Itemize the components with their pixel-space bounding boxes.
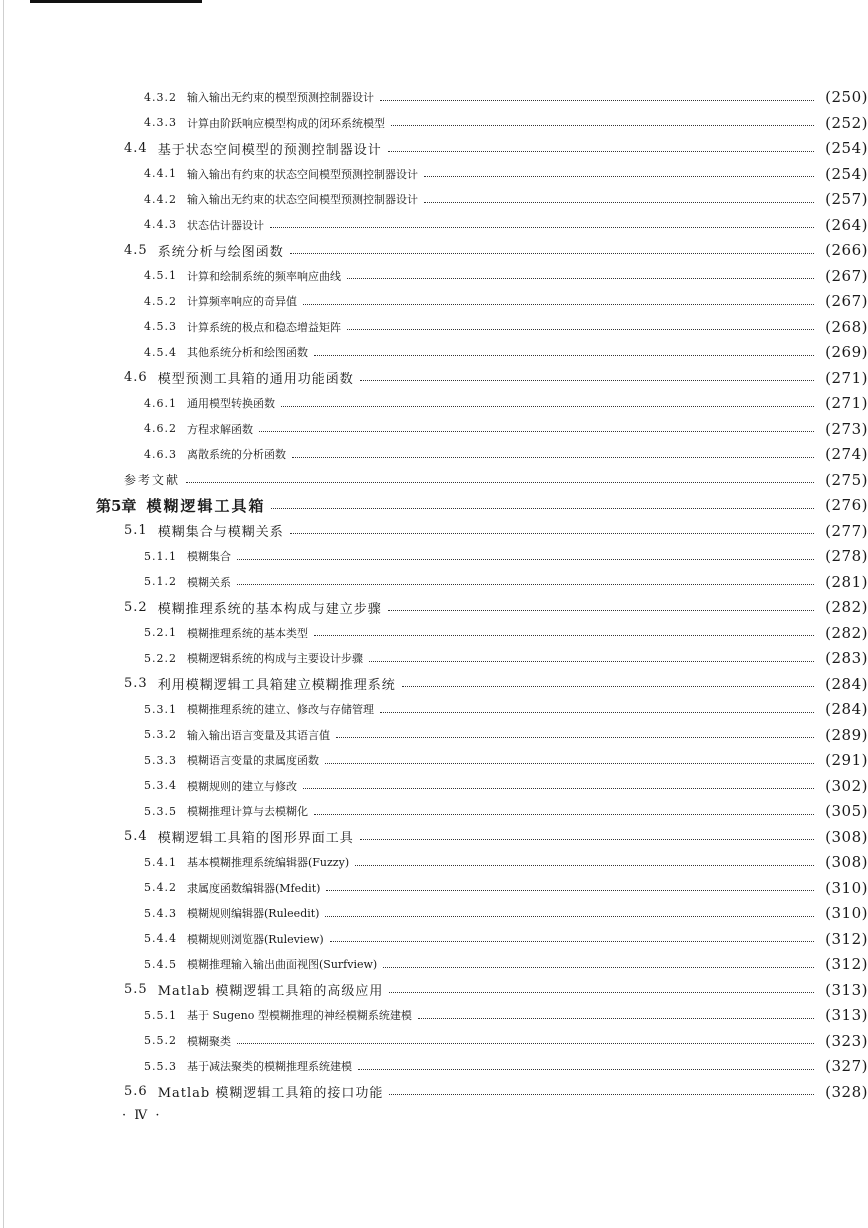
toc-entry [0, 367, 868, 389]
toc-entry-title: 模糊集合与模糊关系 [157, 525, 284, 540]
toc-dot-leader [186, 482, 814, 483]
toc-entry-title: 模糊集合 [187, 550, 231, 563]
toc-entry-number: 4.3.3 [144, 116, 177, 129]
toc-entry-number: 4.5 [124, 242, 148, 258]
toc-dot-leader [325, 763, 814, 764]
toc-entry-number: 5.1.2 [144, 575, 177, 588]
toc-entry-title: 模糊规则浏览器(Ruleview) [187, 932, 324, 946]
toc-entry [0, 137, 868, 159]
toc-entry-number: 5.3.5 [144, 804, 177, 818]
toc-entry-number: 5.4 [124, 829, 148, 844]
toc-entry-page: (254) [825, 164, 868, 183]
toc-dot-leader [237, 559, 814, 560]
toc-entry-number: 4.3.2 [144, 90, 177, 104]
toc-entry-title: 通用模型转换函数 [187, 397, 275, 410]
toc-entry-title: 利用模糊逻辑工具箱建立模糊推理系统 [157, 678, 396, 693]
toc-entry-number: 5.5 [124, 982, 148, 997]
toc-dot-leader [347, 278, 814, 279]
toc-entry-title: 输入输出语言变量及其语言值 [187, 728, 330, 742]
toc-entry-title: 计算系统的极点和稳态增益矩阵 [187, 320, 341, 334]
toc-entry-title: 模糊规则编辑器(Ruleedit) [187, 907, 320, 920]
toc-dot-leader [424, 202, 814, 203]
toc-entry [0, 877, 868, 899]
toc-entry [0, 163, 868, 185]
toc-entry-title: 基于状态空间模型的预测控制器设计 [157, 142, 382, 158]
toc-entry-page: (274) [825, 445, 868, 463]
toc-dot-leader [389, 992, 814, 993]
toc-entry-page: (310) [825, 878, 868, 897]
toc-entry [0, 571, 868, 593]
toc-entry-page: (313) [825, 980, 868, 999]
toc-entry-title: 计算频率响应的奇异值 [187, 295, 297, 308]
toc-entry-page: (283) [825, 649, 868, 667]
toc-entry [0, 775, 868, 797]
toc-entry-title: 基本模糊推理系统编辑器(Fuzzy) [187, 856, 350, 869]
toc-dot-leader [391, 125, 814, 126]
toc-entry-title: 隶属度函数编辑器(Mfedit) [187, 881, 321, 895]
toc-dot-leader [360, 380, 814, 381]
toc-entry-page: (308) [825, 827, 868, 846]
toc-dot-leader [369, 661, 814, 662]
toc-entry [0, 724, 868, 746]
toc-entry [0, 316, 868, 338]
toc-entry [0, 392, 868, 414]
toc-entry-number: 4.4.1 [144, 167, 177, 180]
toc-entry-number: 5.1 [124, 523, 148, 538]
toc-entry-number: 5.4.2 [144, 881, 177, 894]
toc-entry-page: (305) [825, 802, 868, 820]
toc-entry-title: 参考文献 [124, 473, 181, 487]
toc-entry-number: 4.5.2 [144, 294, 177, 308]
toc-entry-number: 4.6.2 [144, 422, 177, 435]
toc-entry [0, 826, 868, 848]
toc-entry-number: 5.3.4 [144, 779, 177, 792]
toc-entry-number: 5.1.1 [144, 549, 177, 563]
toc-dot-leader [314, 355, 814, 356]
toc-dot-leader [347, 329, 814, 330]
toc-dot-leader [380, 100, 814, 101]
toc-entry-title: Matlab 模糊逻辑工具箱的高级应用 [157, 984, 384, 999]
toc-entry-number: 5.2 [124, 599, 148, 615]
toc-entry-title: 方程求解函数 [187, 422, 253, 436]
toc-dot-leader [303, 788, 814, 789]
toc-entry-title: 计算由阶跃响应模型构成的闭环系统模型 [187, 116, 385, 130]
toc-entry-page: (308) [825, 853, 868, 871]
toc-entry-page: (267) [825, 266, 868, 285]
toc-entry-page: (291) [825, 751, 868, 769]
toc-entry-title: 模糊规则的建立与修改 [187, 779, 297, 793]
toc-entry-number: 5.5.1 [144, 1008, 177, 1022]
toc-entry [0, 1004, 868, 1026]
toc-entry-number: 5.4.3 [144, 906, 177, 920]
toc-dot-leader [358, 1069, 814, 1070]
toc-entry-title: 基于 Sugeno 型模糊推理的神经模糊系统建模 [187, 1009, 412, 1022]
toc-entry [0, 494, 868, 516]
toc-entry-title: 模糊推理系统的基本类型 [187, 626, 308, 640]
toc-entry [0, 673, 868, 695]
toc-entry [0, 341, 868, 363]
toc-entry-page: (284) [825, 700, 868, 718]
toc-entry-title: 模糊逻辑工具箱的图形界面工具 [157, 831, 354, 846]
toc-dot-leader [281, 406, 814, 407]
toc-entry-title: 输入输出无约束的模型预测控制器设计 [187, 91, 374, 104]
toc-entry-page: (327) [825, 1057, 868, 1075]
toc-entry [0, 418, 868, 440]
toc-entry-page: (282) [825, 623, 868, 642]
toc-entry-number: 5.4.1 [144, 855, 177, 869]
toc-dot-leader [237, 1043, 814, 1044]
toc-entry-title: 模糊推理计算与去模糊化 [187, 805, 308, 818]
toc-entry-number: 4.4.3 [144, 218, 177, 231]
toc-entry [0, 749, 868, 771]
toc-entry-number: 4.4.2 [144, 192, 177, 206]
toc-entry-number: 5.6 [124, 1084, 148, 1099]
toc-dot-leader [314, 635, 814, 636]
toc-entry-title: 系统分析与绘图函数 [157, 244, 284, 260]
toc-entry [0, 86, 868, 108]
toc-entry-page: (271) [825, 394, 868, 412]
toc-entry-page: (252) [825, 113, 868, 132]
toc-entry-number: 5.2.1 [144, 626, 177, 639]
toc-entry-title: 模糊推理系统的建立、修改与存储管理 [187, 703, 374, 716]
toc-entry-title: 输入输出无约束的状态空间模型预测控制器设计 [187, 193, 418, 206]
toc-entry-page: (257) [825, 190, 868, 208]
page-number-marker: · Ⅳ · [122, 1108, 162, 1123]
toc-entry-page: (302) [825, 776, 868, 795]
toc-entry-page: (278) [825, 547, 868, 565]
toc-entry-number: 5.3.1 [144, 702, 177, 716]
toc-entry-title: 状态估计器设计 [187, 218, 264, 232]
toc-entry-title: 基于减法聚类的模糊推理系统建模 [187, 1060, 352, 1073]
toc-dot-leader [325, 916, 814, 917]
toc-dot-leader [383, 967, 814, 968]
toc-dot-leader [355, 865, 814, 866]
toc-entry-title: 计算和绘制系统的频率响应曲线 [187, 269, 341, 283]
toc-dot-leader [290, 533, 814, 534]
toc-entry [0, 188, 868, 210]
toc-entry-number: 4.4 [124, 140, 148, 156]
toc-entry [0, 800, 868, 822]
toc-entry [0, 290, 868, 312]
scan-artifact-line [30, 0, 202, 3]
toc-entry-page: (313) [825, 1006, 868, 1024]
toc-dot-leader [326, 890, 814, 891]
toc-entry-page: (264) [825, 215, 868, 234]
toc-entry-number: 5.3 [124, 676, 148, 691]
toc-entry [0, 520, 868, 542]
toc-entry-title: 模型预测工具箱的通用功能函数 [157, 372, 354, 387]
toc-entry-page: (269) [825, 343, 868, 361]
toc-entry-number: 5.5.2 [144, 1034, 177, 1047]
toc-entry-page: (254) [825, 139, 868, 157]
toc-entry [0, 647, 868, 669]
toc-entry-number: 5.5.3 [144, 1059, 177, 1073]
toc-dot-leader [271, 508, 814, 509]
toc-entry-title: 模糊聚类 [187, 1034, 231, 1048]
toc-entry-page: (323) [825, 1031, 868, 1050]
toc-entry [0, 469, 868, 491]
toc-entry-page: (310) [825, 904, 868, 922]
toc-entry-title: 模糊推理系统的基本构成与建立步骤 [157, 601, 382, 617]
toc-entry [0, 112, 868, 134]
toc-entry-number: 4.5.3 [144, 320, 177, 333]
toc-entry-number: 5.2.2 [144, 651, 177, 665]
toc-entry-number: 4.5.4 [144, 345, 177, 359]
toc-entry-number: 第5章 [96, 496, 137, 515]
toc-entry [0, 545, 868, 567]
toc-entry-number: 4.5.1 [144, 269, 177, 282]
toc-entry [0, 1081, 868, 1103]
toc-entry [0, 928, 868, 950]
toc-dot-leader [303, 304, 814, 305]
toc-entry [0, 1030, 868, 1052]
toc-dot-leader [330, 941, 814, 942]
toc-dot-leader [424, 176, 814, 177]
toc-dot-leader [270, 227, 814, 228]
toc-entry [0, 596, 868, 618]
toc-entry-title: 模糊推理输入输出曲面视图(Surfview) [187, 958, 378, 971]
toc-dot-leader [336, 737, 814, 738]
toc-entry-title: 模糊逻辑工具箱 [146, 496, 266, 515]
toc-dot-leader [389, 1094, 814, 1095]
toc-entry [0, 1055, 868, 1077]
toc-entry-title: Matlab 模糊逻辑工具箱的接口功能 [157, 1086, 384, 1101]
toc-entry-page: (284) [825, 674, 868, 693]
toc-entry-page: (250) [825, 88, 868, 106]
toc-entry-number: 5.3.2 [144, 728, 177, 741]
toc-entry-page: (281) [825, 572, 868, 591]
toc-entry-page: (276) [825, 496, 868, 514]
toc-dot-leader [388, 151, 814, 152]
toc-dot-leader [360, 839, 814, 840]
toc-dot-leader [402, 686, 814, 687]
toc-entry-title: 模糊语言变量的隶属度函数 [187, 754, 319, 767]
toc-entry-page: (273) [825, 419, 868, 438]
toc-entry-page: (312) [825, 955, 868, 973]
toc-entry-number: 4.6 [124, 370, 148, 385]
toc-entry [0, 953, 868, 975]
toc-entry-title: 模糊逻辑系统的构成与主要设计步骤 [187, 652, 363, 665]
toc-entry [0, 265, 868, 287]
toc-dot-leader [259, 431, 814, 432]
toc-dot-leader [290, 253, 814, 254]
toc-entry-number: 5.4.4 [144, 932, 177, 945]
toc-entry [0, 443, 868, 465]
toc-entry-page: (268) [825, 317, 868, 336]
toc-entry [0, 902, 868, 924]
toc-entry-title: 模糊关系 [187, 575, 231, 589]
toc-entry [0, 622, 868, 644]
toc-entry-title: 其他系统分析和绘图函数 [187, 346, 308, 359]
toc-entry-title: 离散系统的分析函数 [187, 448, 286, 461]
toc-dot-leader [418, 1018, 814, 1019]
toc-entry-title: 输入输出有约束的状态空间模型预测控制器设计 [187, 167, 418, 181]
toc-entry [0, 979, 868, 1001]
toc-entry-page: (312) [825, 929, 868, 948]
toc-entry [0, 698, 868, 720]
toc-entry-number: 4.6.3 [144, 447, 177, 461]
toc-entry-page: (328) [825, 1082, 868, 1101]
toc-dot-leader [388, 610, 814, 611]
toc-entry-number: 5.4.5 [144, 957, 177, 971]
toc-entry [0, 851, 868, 873]
toc-entry-page: (271) [825, 368, 868, 387]
toc-entry-page: (289) [825, 725, 868, 744]
toc-dot-leader [380, 712, 814, 713]
toc-entry-page: (275) [825, 470, 868, 489]
toc-entry [0, 239, 868, 261]
toc-dot-leader [314, 814, 814, 815]
toc-entry-number: 4.6.1 [144, 396, 177, 410]
toc-entry-page: (277) [825, 521, 868, 540]
toc-entry-page: (267) [825, 292, 868, 310]
toc-entry-page: (282) [825, 598, 868, 616]
toc-entry-number: 5.3.3 [144, 753, 177, 767]
toc-dot-leader [292, 457, 814, 458]
toc-dot-leader [237, 584, 814, 585]
toc-entry-page: (266) [825, 241, 868, 259]
toc-entry [0, 214, 868, 236]
